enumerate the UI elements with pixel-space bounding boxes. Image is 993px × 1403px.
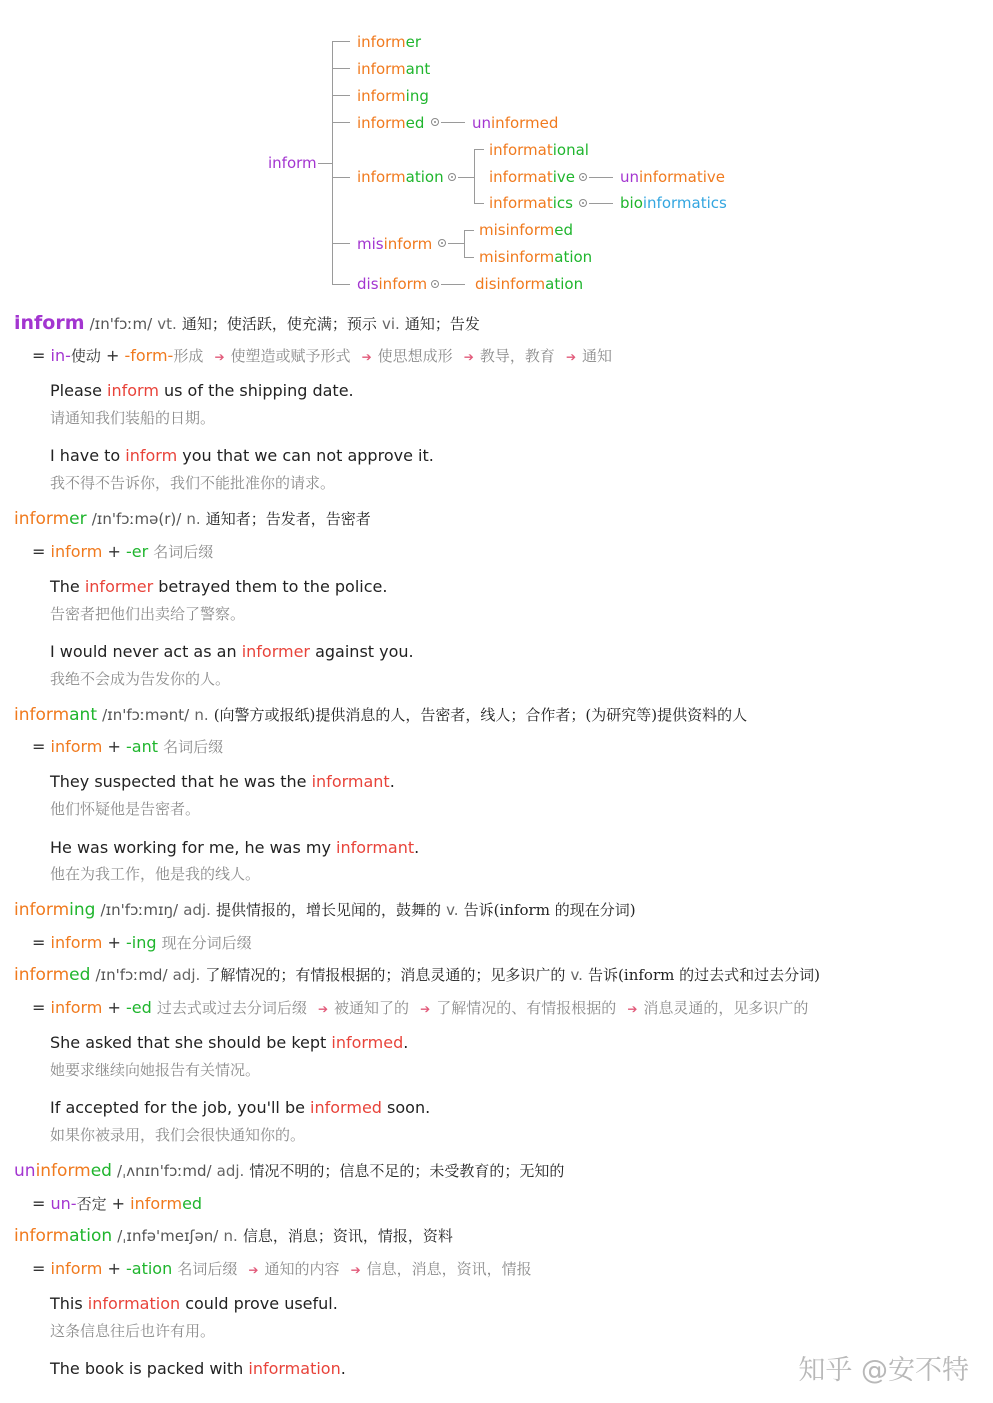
arrow-right-icon: ➔ xyxy=(317,1002,329,1016)
tree-node-informatics: informatics xyxy=(489,194,573,212)
tree-node-misinformation: misinformation xyxy=(479,248,593,266)
tree-node-informative: informative xyxy=(489,168,576,186)
arrow-right-icon: ➔ xyxy=(214,350,225,364)
tree-connector xyxy=(318,163,332,164)
entry-informant-headword: informant /ɪn'fɔːmənt/ n. (向警方或报纸)提供消息的人，告密者，线人；合作者；(为研究等)提供资料的人 xyxy=(14,705,748,725)
entry-informant-etymology: = inform + -ant 名词后缀 xyxy=(32,737,224,756)
entry-uninformed-etymology: = un-否定 + informed xyxy=(32,1194,203,1213)
entry-inform-etymology: = in-使动 + -form-形成 ➔ 使塑造或赋予形式 ➔ 使思想成形 ➔ 教导，教育 ➔ 通知 xyxy=(32,346,613,365)
example-translation: 如果你被录用，我们会很快通知你的。 xyxy=(50,1126,306,1144)
arrow-right-icon: ➔ xyxy=(463,350,474,364)
example-translation: 他们怀疑他是告密者。 xyxy=(50,800,201,818)
expand-dot-icon xyxy=(431,280,439,288)
arrow-right-icon: ➔ xyxy=(361,350,372,364)
arrow-right-icon: ➔ xyxy=(350,1263,361,1277)
tree-root: inform xyxy=(268,154,317,172)
arrow-right-icon: ➔ xyxy=(420,1002,431,1016)
example-translation: 请通知我们装船的日期。 xyxy=(50,409,216,427)
tree-node-uninformative: uninformative xyxy=(620,168,726,186)
example-sentence: The book is packed with information. xyxy=(50,1359,346,1378)
entry-informed-headword: informed /ɪn'fɔːmd/ adj. 了解情况的；有情报根据的；消息灵通的；见多识广的 v. 告诉(inform 的过去式和过去分词) xyxy=(14,965,820,985)
tree-node-uninformed: uninformed xyxy=(472,114,559,132)
expand-dot-icon xyxy=(438,239,446,247)
entry-informing-etymology: = inform + -ing 现在分词后缀 xyxy=(32,933,252,952)
arrow-right-icon: ➔ xyxy=(565,350,577,364)
example-sentence: They suspected that he was the informant. xyxy=(50,772,395,791)
entry-uninformed-headword: uninformed /ˌʌnɪn'fɔːmd/ adj. 情况不明的；信息不足的；未受教育的；无知的 xyxy=(14,1161,565,1181)
expand-dot-icon xyxy=(579,199,587,207)
example-sentence: I have to inform you that we can not approve it. xyxy=(50,446,434,465)
example-translation: 她要求继续向她报告有关情况。 xyxy=(50,1061,261,1079)
expand-dot-icon xyxy=(448,173,456,181)
zhihu-watermark: 知乎 @安不特 xyxy=(798,1355,969,1386)
example-sentence: Please inform us of the shipping date. xyxy=(50,381,354,400)
entry-information-headword: information /ˌɪnfə'meɪʃən/ n. 信息，消息；资讯，情报，资料 xyxy=(14,1226,453,1246)
entry-information-etymology: = inform + -ation 名词后缀 ➔ 通知的内容 ➔ 信息，消息，资讯，情报 xyxy=(32,1259,532,1278)
tree-trunk xyxy=(332,41,333,285)
entry-informing-headword: informing /ɪn'fɔːmɪŋ/ adj. 提供情报的，增长见闻的，鼓舞的 v. 告诉(inform 的现在分词) xyxy=(14,900,636,920)
expand-dot-icon xyxy=(579,173,587,181)
example-sentence: She asked that she should be kept informed. xyxy=(50,1033,409,1052)
tree-node-bioinformatics: bioinformatics xyxy=(620,194,727,212)
entry-informer-headword: informer /ɪn'fɔːmə(r)/ n. 通知者；告发者，告密者 xyxy=(14,509,371,529)
example-sentence: This information could prove useful. xyxy=(50,1294,338,1313)
expand-dot-icon xyxy=(431,118,439,126)
example-translation: 我不得不告诉你，我们不能批准你的请求。 xyxy=(50,474,336,492)
example-sentence: I would never act as an informer against you. xyxy=(50,642,414,661)
example-translation: 告密者把他们出卖给了警察。 xyxy=(50,605,246,623)
entry-informed-etymology: = inform + -ed 过去式或过去分词后缀 ➔ 被通知了的 ➔ 了解情况的、有情报根据的 ➔ 消息灵通的，见多识广的 xyxy=(32,998,809,1017)
tree-node-misinformed: misinformed xyxy=(479,221,573,239)
arrow-right-icon: ➔ xyxy=(627,1002,638,1016)
word-tree xyxy=(0,0,993,300)
entry-inform-headword: inform /ɪn'fɔːm/ vt. 通知；使活跃，使充满；预示 vi. 通知；告发 xyxy=(14,312,480,334)
example-sentence: If accepted for the job, you'll be informed soon. xyxy=(50,1098,431,1117)
tree-node-informational: informational xyxy=(489,141,589,159)
example-translation: 我绝不会成为告发你的人。 xyxy=(50,670,231,688)
example-translation: 他在为我工作，他是我的线人。 xyxy=(50,865,261,883)
example-sentence: The informer betrayed them to the police. xyxy=(50,577,388,596)
entry-informer-etymology: = inform + -er 名词后缀 xyxy=(32,542,214,561)
example-sentence: He was working for me, he was my informant. xyxy=(50,838,420,857)
tree-node-information: information xyxy=(357,168,444,186)
tree-node-disinform: disinform xyxy=(357,275,428,293)
arrow-right-icon: ➔ xyxy=(248,1263,259,1277)
tree-node-informant: informant xyxy=(357,60,431,78)
tree-node-disinformation: disinformation xyxy=(475,275,584,293)
tree-node-informed: informed xyxy=(357,114,425,132)
example-translation: 这条信息往后也许有用。 xyxy=(50,1322,216,1340)
tree-node-misinform: misinform xyxy=(357,235,433,253)
tree-node-informer: informer xyxy=(357,33,422,51)
tree-node-informing: informing xyxy=(357,87,429,105)
